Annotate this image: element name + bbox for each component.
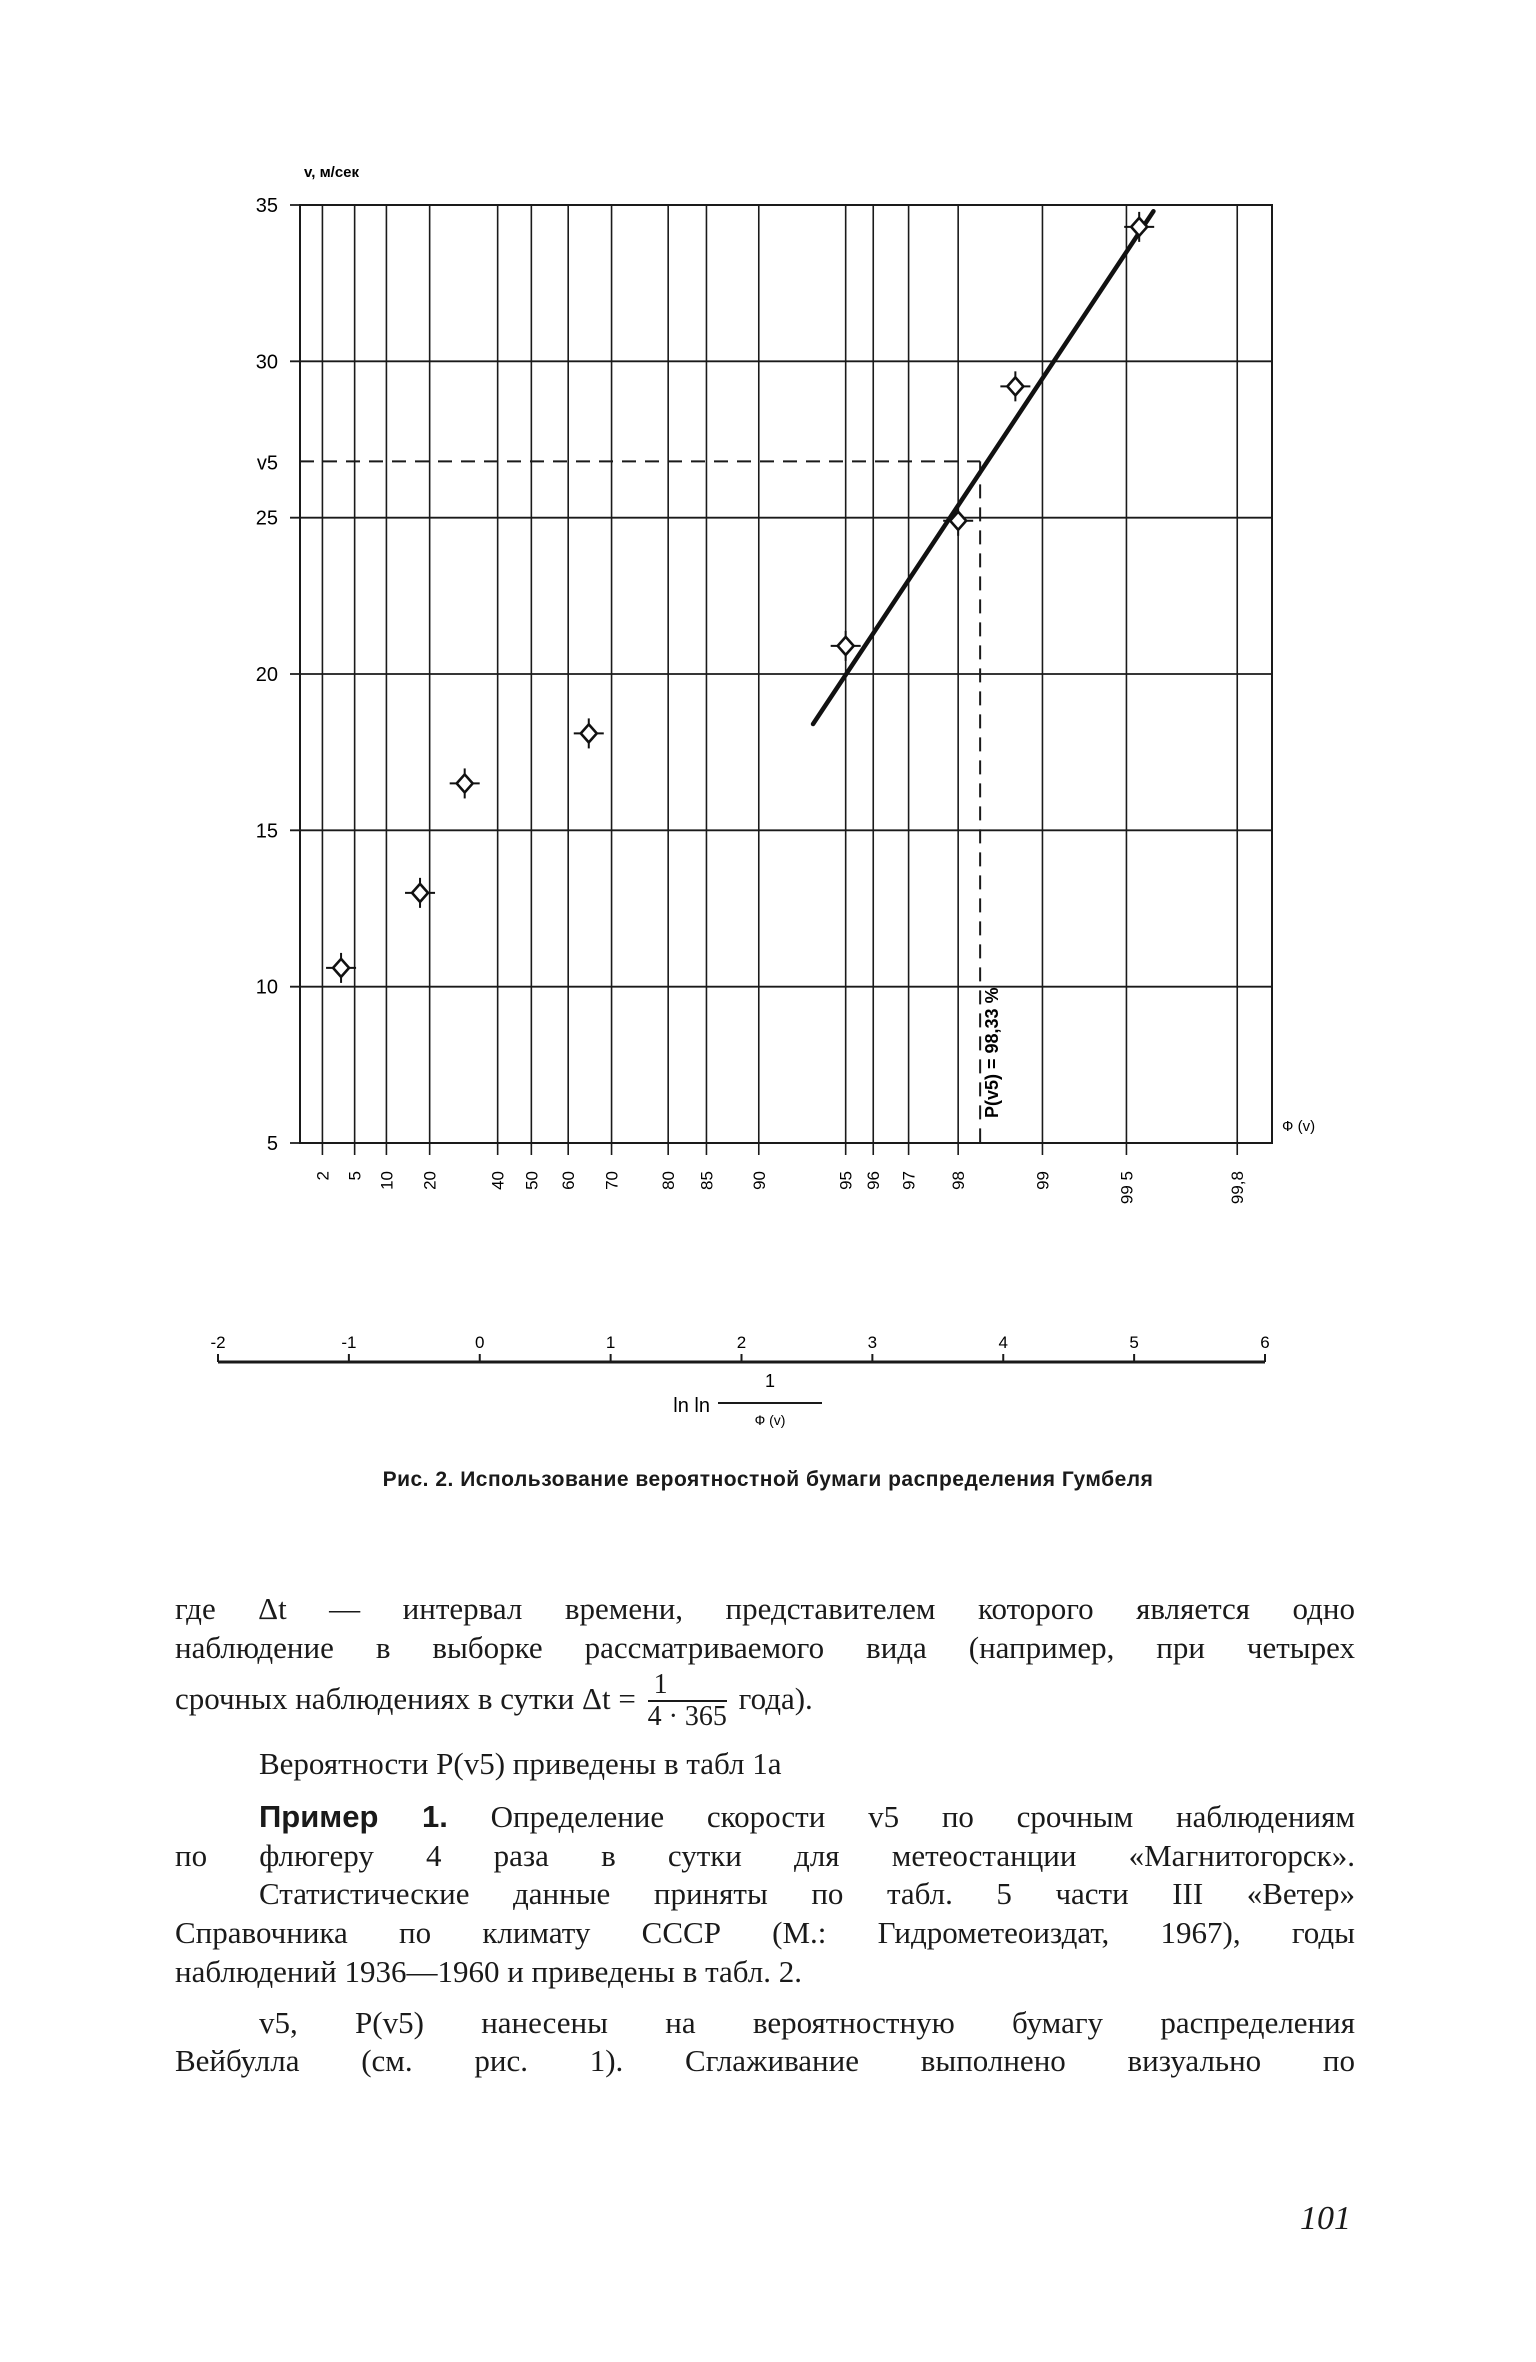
y-tick-label: 35 — [255, 195, 278, 217]
y-tick-label: 5 — [266, 1133, 278, 1155]
paragraph-line: Вейбулла (см. рис. 1). Сглаживание выполнено визуально по — [175, 2043, 1355, 2079]
page-number: 101 — [1300, 2200, 1351, 2237]
x-tick-label: 20 — [420, 1171, 440, 1190]
example-heading: Пример 1. — [259, 1798, 448, 1834]
text-fragment: срочных наблюдениях в сутки Δt = — [175, 1680, 636, 1716]
fraction-numerator: 1 — [648, 1670, 727, 1703]
x-tick-label: 2 — [313, 1171, 333, 1181]
secondary-axis-label-numerator: 1 — [764, 1371, 776, 1391]
text-fragment: года). — [738, 1680, 813, 1716]
x-tick-label: 90 — [749, 1171, 769, 1190]
secondary-tick-label: -1 — [341, 1333, 357, 1352]
y-tick-label: 20 — [255, 664, 278, 686]
point-marker — [457, 774, 473, 792]
paragraph-line: наблюдение в выборке рассматриваемого вида (например, при четырех — [175, 1629, 1355, 1665]
point-marker — [838, 637, 854, 655]
v5-label: v5 — [256, 452, 278, 475]
paragraph-line: Вероятности P(v5) приведены в табл 1а — [259, 1746, 782, 1782]
x-tick-label: 99,8 — [1228, 1171, 1248, 1205]
paragraph-line — [175, 1798, 1355, 1837]
x-tick-label: 5 — [345, 1171, 365, 1181]
secondary-axis — [210, 1333, 1269, 1428]
v5-guide-lines — [300, 461, 1013, 1143]
paragraph-line: наблюдений 1936—1960 и приведены в табл. 2. — [175, 1953, 803, 1989]
data-point — [1000, 371, 1030, 401]
point-marker — [581, 724, 597, 742]
secondary-tick-label: 6 — [1260, 1333, 1270, 1352]
data-point — [450, 768, 480, 798]
secondary-tick-label: 4 — [998, 1333, 1008, 1352]
figure-caption: Рис. 2. Использование вероятностной бумаги распределения Гумбеля — [382, 1468, 1154, 1491]
y-tick-label: 30 — [255, 351, 278, 374]
secondary-tick-label: 2 — [736, 1333, 747, 1352]
paragraph-line — [175, 1670, 1355, 1734]
x-tick-label: 80 — [659, 1171, 679, 1190]
x-tick-label: 96 — [864, 1171, 884, 1190]
y-tick-label: 10 — [255, 976, 278, 999]
secondary-tick-label: 1 — [605, 1333, 616, 1352]
secondary-tick-label: 3 — [867, 1333, 878, 1352]
secondary-tick-label: 0 — [475, 1333, 485, 1352]
fraction — [648, 1670, 727, 1734]
x-tick-label: 99 — [1033, 1171, 1053, 1190]
point-marker — [412, 884, 428, 902]
x-tick-label: 85 — [697, 1171, 717, 1190]
x-tick-label: 97 — [899, 1171, 919, 1190]
x-tick-label: 50 — [522, 1171, 542, 1190]
secondary-tick-label: -2 — [210, 1333, 226, 1352]
x-tick-label: 70 — [602, 1171, 622, 1190]
secondary-axis-label-denominator: Ф (v) — [754, 1412, 786, 1428]
data-point — [326, 953, 356, 983]
x-tick-label: 98 — [949, 1171, 969, 1190]
x-axis-label: Ф (v) — [1282, 1118, 1316, 1135]
axis-labels-layer — [256, 164, 1315, 1204]
text-fragment: Определение скорости v5 по срочным наблюдениям — [490, 1798, 1356, 1834]
x-tick-label: 10 — [377, 1171, 397, 1190]
secondary-axis-label-prefix: ln ln — [673, 1395, 710, 1417]
y-tick-label: 25 — [255, 507, 278, 530]
paragraph-line: Статистические данные приняты по табл. 5 части III «Ветер» — [259, 1876, 1355, 1912]
x-tick-label: 60 — [559, 1171, 579, 1190]
chart-grid — [290, 205, 1272, 1155]
data-point — [405, 878, 435, 908]
point-marker — [333, 959, 349, 977]
y-tick-label: 15 — [255, 820, 278, 843]
fraction-denominator: 4 · 365 — [647, 1701, 727, 1733]
paragraph-line: по флюгеру 4 раза в сутки для метеостанции «Магнитогорск». — [175, 1837, 1355, 1873]
body-text — [175, 1590, 1355, 2081]
secondary-tick-label: 5 — [1129, 1333, 1139, 1352]
data-point — [574, 718, 604, 748]
y-axis-label: v, м/сек — [304, 164, 360, 181]
data-point — [943, 506, 973, 536]
paragraph-line: где Δt — интервал времени, представителем которого является одно — [175, 1591, 1355, 1626]
x-tick-label: 40 — [488, 1171, 508, 1190]
fit-line — [813, 211, 1153, 724]
fit-line-layer — [813, 211, 1153, 724]
x-tick-label: 95 — [836, 1171, 856, 1190]
paragraph-line: v5, P(v5) нанесены на вероятностную бумагу распределения — [259, 2004, 1355, 2040]
probability-annotation: P(v5) = 98,33 % — [982, 987, 1003, 1118]
point-marker — [1007, 377, 1023, 395]
x-tick-label: 99 5 — [1117, 1171, 1137, 1205]
data-points-layer — [326, 212, 1154, 983]
paragraph-line: Справочника по климату СССР (М.: Гидрометеоиздат, 1967), годы — [175, 1915, 1355, 1951]
